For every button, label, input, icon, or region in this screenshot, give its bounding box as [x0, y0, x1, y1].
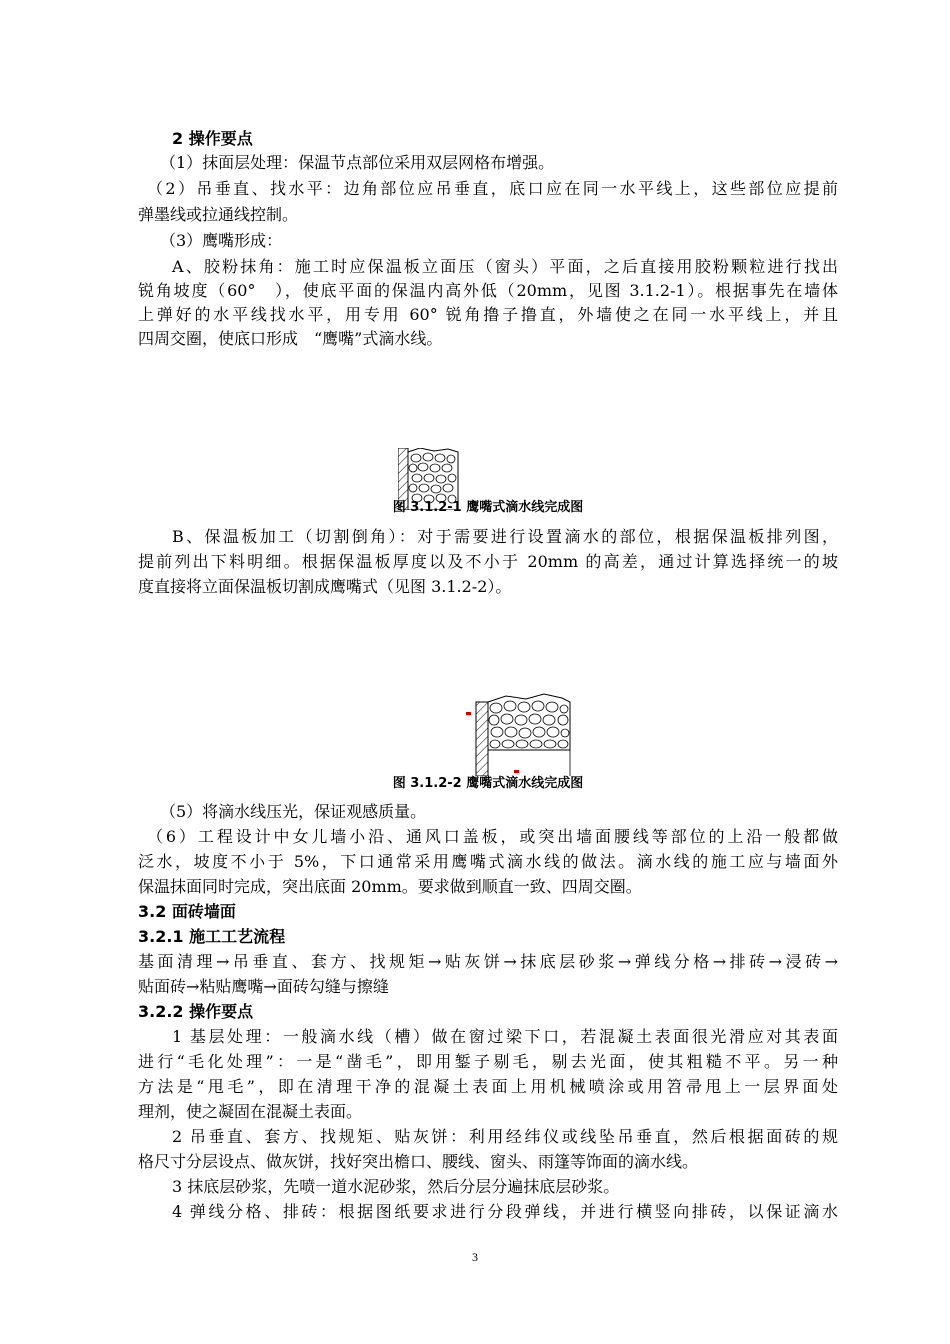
paragraph-b-line-1: B、保温板加工（切割倒角）：对于需要进行设置滴水的部位，根据保温板排列图， [172, 527, 838, 546]
page-number: 3 [472, 1250, 478, 1264]
step-1-line-3: 方法是“甩毛”，即在清理干净的混凝土表面上用机械喷涂或用笤帚甩上一层界面处 [138, 1077, 838, 1096]
step-1-line-4: 理剂，使之凝固在混凝土表面。 [138, 1102, 363, 1121]
paragraph-2-line-1: （2）吊垂直、找水平：边角部位应吊垂直，底口应在同一水平线上，这些部位应提前 [147, 179, 838, 198]
section-heading-operation-points: 2 操作要点 [172, 129, 253, 148]
step-1-line-2: 进行“毛化处理”：一是“凿毛”，即用錾子剔毛，剔去光面，使其粗糙不平。另一种 [138, 1052, 838, 1071]
paragraph-b-line-2: 提前列出下料明细。根据保温板厚度以及不小于 20mm 的高差，通过计算选择统一的坡 [138, 552, 838, 571]
paragraph-5: （5）将滴水线压光，保证观感质量。 [160, 802, 427, 821]
figure-2-drip-line-image [466, 690, 578, 776]
paragraph-6-line-3: 保温抹面同时完成，突出底面 20mm。要求做到顺直一致、四周交圈。 [138, 877, 642, 896]
paragraph-6-line-2: 泛水，坡度不小于 5%，下口通常采用鹰嘴式滴水线的做法。滴水线的施工应与墙面外 [138, 852, 838, 871]
figure-1-caption: 图 3.1.2-1 鹰嘴式滴水线完成图 [392, 500, 584, 515]
step-3: 3 抹底层砂浆，先喷一道水泥砂浆，然后分层分遍抹底层砂浆。 [172, 1177, 620, 1196]
paragraph-a-line-3: 上弹好的水平线找水平，用专用 60° 锐角撸子撸直，外墙使之在同一水平线上，并且 [138, 305, 838, 324]
section-heading-tile-wall: 3.2 面砖墙面 [138, 902, 236, 921]
paragraph-6-line-1: （6）工程设计中女儿墙小沿、通风口盖板，或突出墙面腰线等部位的上沿一般都做 [147, 827, 838, 846]
paragraph-3: （3）鹰嘴形成： [160, 231, 283, 250]
step-2-line-2: 格尺寸分层设点、做灰饼，找好突出檐口、腰线、窗头、雨篷等饰面的滴水线。 [138, 1152, 699, 1171]
step-2-line-1: 2 吊垂直、套方、找规矩、贴灰饼：利用经纬仪或线坠吊垂直，然后根据面砖的规 [172, 1127, 838, 1146]
figure-2-caption: 图 3.1.2-2 鹰嘴式滴水线完成图 [392, 776, 584, 791]
subsection-heading-operation-points: 3.2.2 操作要点 [138, 1002, 254, 1021]
paragraph-a-line-4: 四周交圈，使底口形成 “鹰嘴”式滴水线。 [138, 329, 443, 348]
process-flow-line-1: 基面清理→吊垂直、套方、找规矩→贴灰饼→抹底层砂浆→弹线分格→排砖→浸砖→ [138, 952, 838, 971]
process-flow-line-2: 贴面砖→粘贴鹰嘴→面砖勾缝与擦缝 [138, 977, 389, 996]
step-4-line-1: 4 弹线分格、排砖：根据图纸要求进行分段弹线，并进行横竖向排砖，以保证滴水 [172, 1202, 838, 1221]
subsection-heading-process-flow: 3.2.1 施工工艺流程 [138, 927, 286, 946]
step-1-line-1: 1 基层处理：一般滴水线（槽）做在窗过梁下口，若混凝土表面很光滑应对其表面 [172, 1027, 838, 1046]
paragraph-1: （1）抹面层处理：保温节点部位采用双层网格布增强。 [160, 153, 555, 172]
paragraph-a-line-1: A、胶粉抹角：施工时应保温板立面压（窗头）平面，之后直接用胶粉颗粒进行找出 [172, 257, 838, 276]
paragraph-b-line-3: 度直接将立面保温板切割成鹰嘴式（见图 3.1.2-2）。 [138, 577, 512, 596]
paragraph-2-line-2: 弹墨线或拉通线控制。 [138, 205, 299, 224]
paragraph-a-line-2: 锐角坡度（60° ），使底平面的保温内高外低（20mm，见图 3.1.2-1）。根据事先在墙体 [138, 281, 838, 300]
